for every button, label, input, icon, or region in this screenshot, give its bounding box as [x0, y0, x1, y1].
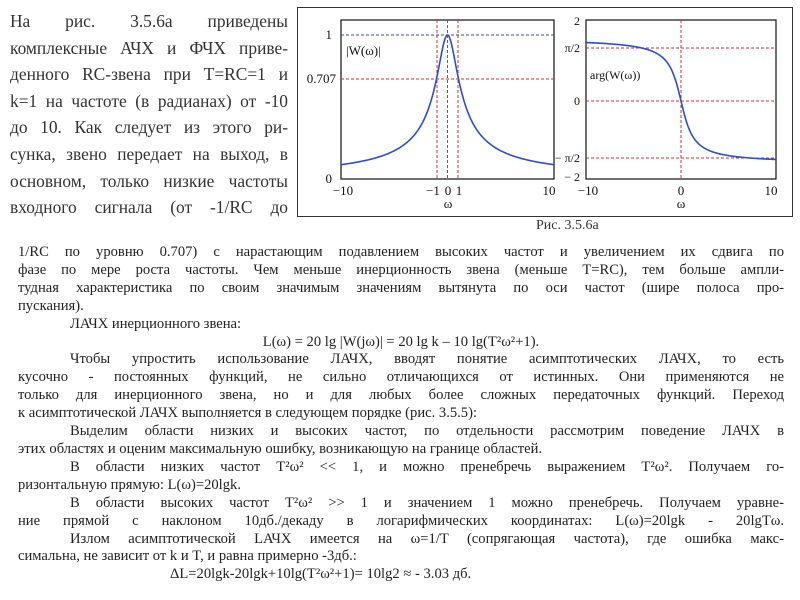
figure-caption: Рис. 3.5.6а: [536, 218, 599, 233]
intro-line: основном, только низкие частоты: [10, 170, 288, 191]
body-line: к асимптотической ЛАЧХ выполняется в следующем порядке (рис. 3.5.5):: [18, 405, 478, 422]
intro-line: комплексные АЧХ и ФЧХ приве-: [10, 37, 288, 58]
right-xlabel: ω: [676, 196, 686, 211]
body-line: В области низких частот T²ω² << 1, и можно пренебречь выражением T²ω². Получаем го-: [70, 458, 784, 475]
right-xtick-10: 10: [764, 183, 778, 198]
formula-lachx: L(ω) = 20 lg |W(jω)| = 20 lg k – 10 lg(T²ω²+1).: [262, 333, 540, 350]
right-ytick-0: 0: [574, 94, 580, 108]
left-xtick-minus1: −1: [426, 183, 440, 198]
left-ytick-0: 0: [325, 171, 332, 186]
body-line: кусочно - постоянных функций, не сильно отличающихся от истинных. Они применяются не: [18, 369, 784, 386]
figure-plots: [298, 8, 794, 218]
right-xtick-minus10: −10: [577, 183, 599, 198]
left-ytick-0707: 0.707: [306, 71, 336, 86]
body-line: только для инерционного звена, но и для любых более сложных передаточных функций. Переход: [18, 387, 784, 404]
body-line: фазе по мере роста частоты. Чем меньше инерционность звена (меньше T=RC), тем больше ампли-: [18, 261, 784, 278]
body-line: Чтобы упростить использование ЛАЧХ, вводят понятие асимптотических ЛАЧХ, то есть: [70, 351, 784, 368]
intro-line: денного RC-звена при T=RC=1 и: [10, 64, 288, 85]
intro-line: На рис. 3.5.6а приведены: [10, 11, 288, 31]
intro-paragraph: [10, 8, 288, 221]
left-xtick-minus10: −10: [332, 183, 354, 198]
left-xtick-10: 10: [542, 183, 556, 198]
body-line: 1/RC по уровню 0.707) с нарастающим подавлением высоких частот и увеличением их сдвига по: [18, 244, 784, 260]
right-ytick-2: 2: [574, 14, 580, 28]
right-ytick-pi2: π/2: [564, 41, 580, 55]
right-plot-label: arg(W(ω)): [590, 68, 641, 82]
intro-line: до 10. Как следует из этого ри-: [10, 117, 288, 138]
body-line: ризонтальную прямую: L(ω)=20lgk.: [18, 476, 241, 493]
intro-line: входного сигнала (от -1/RC до: [10, 197, 288, 218]
body-line: ние прямой с наклоном 10дб./декаду в логарифмических координатах: L(ω)=20lgk - 20lgTω.: [18, 512, 784, 529]
body-line: тудная характеристика по своим значимым значениям вытянута по оси частот (шире полоса про-: [18, 279, 784, 296]
right-ytick-minus2: − 2: [564, 170, 580, 184]
right-xtick-0: 0: [677, 183, 685, 198]
right-ytick-minuspi2: − π/2: [554, 151, 580, 165]
body-line: В области высоких частот T²ω² >> 1 и значением 1 можно пренебречь. Получаем уравне-: [70, 494, 784, 511]
figure-frame: [297, 7, 793, 217]
body-text: [18, 244, 784, 584]
left-xlabel: ω: [443, 196, 453, 211]
body-line: симальна, не зависит от k и T, и равна примерно -3дб.:: [18, 548, 357, 565]
left-xtick-0: 0: [444, 183, 452, 198]
body-line: ЛАЧХ инерционного звена:: [70, 315, 242, 332]
intro-line: сунка, звено передает на выход, в: [10, 143, 288, 164]
left-ytick-1: 1: [325, 27, 332, 42]
formula-error: ΔL=20lgk-20lgk+10lg(T²ω²+1)= 10lg2 ≈ - 3.03 дб.: [170, 566, 472, 583]
intro-line: k=1 на частоте (в радианах) от -10: [10, 90, 288, 111]
body-line: этих областях и оценим максимальную ошибку, возникающую на границе областей.: [18, 440, 543, 457]
body-line: Излом асимптотической LАЧХ имеется на ω=1/T (сопрягающая частота), где ошибка макс-: [70, 530, 784, 547]
body-line: Выделим области низких и высоких частот, по отдельности рассмотрим поведение ЛАЧХ в: [70, 423, 784, 440]
left-xtick-1: 1: [455, 183, 463, 198]
body-line: пускания).: [18, 297, 84, 314]
left-plot-label: |W(ω)|: [346, 43, 381, 58]
